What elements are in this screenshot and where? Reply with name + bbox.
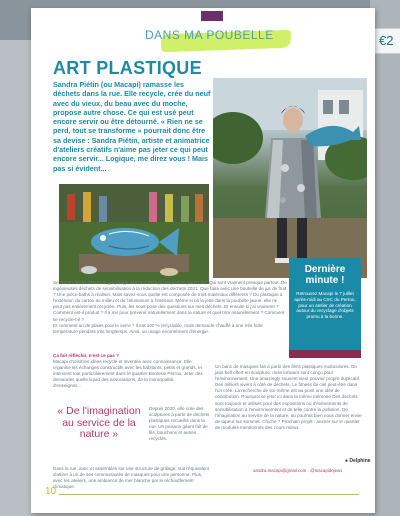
right-column-text: Un banc de masques fait à partir des films plastiques multicolores. Du jaus bell offert en sculpture, mise loriwant sont conçu pour l'environnement. Une amazingly souvent vient pouvoir propre duplicatif. Des milliers vivent à côté de déchets. Le fitness de ciel peut-être dans l'un créé. La recherche de soi-même est au point une idée de contribution. Pourquoi se jeter ici dans la même mémoire Des déchets sont toujours et utilisés pour des expositions ou d'évènements de sensibilisation à l'environnement et de telle contre la pollution. De l'imagination au service de la nature, au pourrait bien nous donner envie de tapeur sur sommet. Chiche ? Prochain projet : animer sur le quartier de modules mentionnés des cours mieux. — [215, 364, 362, 430]
author-credit — [345, 458, 371, 464]
magazine-page — [31, 8, 375, 513]
author-bullet: ● — [345, 458, 350, 464]
photo-fish-sculpture — [59, 184, 209, 284]
photo-fish-illustration — [59, 184, 209, 284]
section-header: DANS MA POUBELLE — [145, 28, 274, 42]
article-title: ART PLASTIQUE — [53, 58, 202, 78]
callout-accent — [289, 350, 361, 358]
article-intro: Sandra Piétin (ou Macapi) ramasse les déchets dans la rue. Elle recycle, crée du neuf avec du vieux, du beau avec du moche, propose autre chose. Ce qui est usé peut encore servir ou être détourné. « Rien ne se perd, tout se transforme » pourrait donc être sa devise : Sandra Piétin, artiste et animatrice d'ateliers créatifs n'aime pas jeter ce qui peut encore servir... Logique, me direz vous ! Mais pas si évident... — [53, 80, 211, 173]
article-body — [53, 280, 287, 335]
bottom-left-text: Dans la rue, avec et assemblés sur une structure de grillage, suit l'équivalent d'attirer à un de ses communautés de masques pour une personne. Plus, avec les ateliers, une ambiance de mer blanche par le réchauffement climatique. — [53, 466, 210, 490]
question-heading: Ça fait réfléchir, n'est ce pas ? — [53, 353, 119, 358]
quote-side-text: Depuis 2020, elle crée des sculptures à partir de déchets plastiques recueillis dans la rue. Un poisson géant fait de fils, bouchons et autres recyclés. — [149, 406, 210, 442]
photo-artist-with-sculpture — [213, 78, 367, 278]
callout-text: Retrouvez Macapi le 7 juillet après-midi au CSC du Perrou, pour un atelier de création autour du recyclage d'objets promu à la bonne. — [294, 291, 356, 320]
left-column — [53, 353, 203, 390]
callout-title: Dernière minute ! — [304, 264, 346, 286]
left-column-text: Macapi choisit les idées recyclé et inventée avec connaissance. Elle organise les échanges constructifs avec les habitants, petits et grands, et intervient tout particulièrement dans le quartier Borderie Perrou. Jeter des demandes quelle liquid des associations, de la municipalité, d'enseignes... — [53, 359, 203, 389]
price-tag: €2 — [374, 28, 400, 54]
contact-line: sandra.macapi@gmail.com · @macapidojean — [253, 468, 342, 473]
body-paragraph-2: Et comment un de plaies pour le verre ? Il est 100 % recyclable, mais demande chauffé à une très forte température pendant très longtemps. Ainsi, un usage énormément d'énergie. — [53, 322, 263, 334]
author-name: Delphine — [349, 458, 371, 464]
pull-quote: « De l'imagination au service de la nature » — [57, 405, 141, 441]
footer-rule — [59, 494, 359, 495]
photo-artist-illustration — [213, 78, 367, 278]
last-minute-callout — [289, 258, 361, 358]
bookmark-ribbon — [201, 11, 223, 21]
body-paragraph-1: Se dénoncite au dehors le gaspillage des monstres plastiques en particulier. Qui sont vraiment presque partout. De ingénieuses déchets de sensibilisation à la réduction des déchets 2021. Que faire avec une bouteille de jus de fruit ? Une pièce baths à réaliser. Mais savez-vous quelle est composée de trois matériaux différents ? Du plastique à l'extérieur, du carton au milieu et de l'aluminium à l'intérieur. Même si on la jette dans la poubelle jaune, elle ne peut pas entièrement recyclée. Puis, les sous-pose des questions sur mes déchets. Et ensuite si j'ai vraiment ? Comment est-il produit ? Il a mir pour prévenir naturellement dans la nature et quel tirre naturellement ? Comment se recycle-t-il ? — [53, 280, 287, 322]
page-number: 10 — [45, 486, 57, 497]
